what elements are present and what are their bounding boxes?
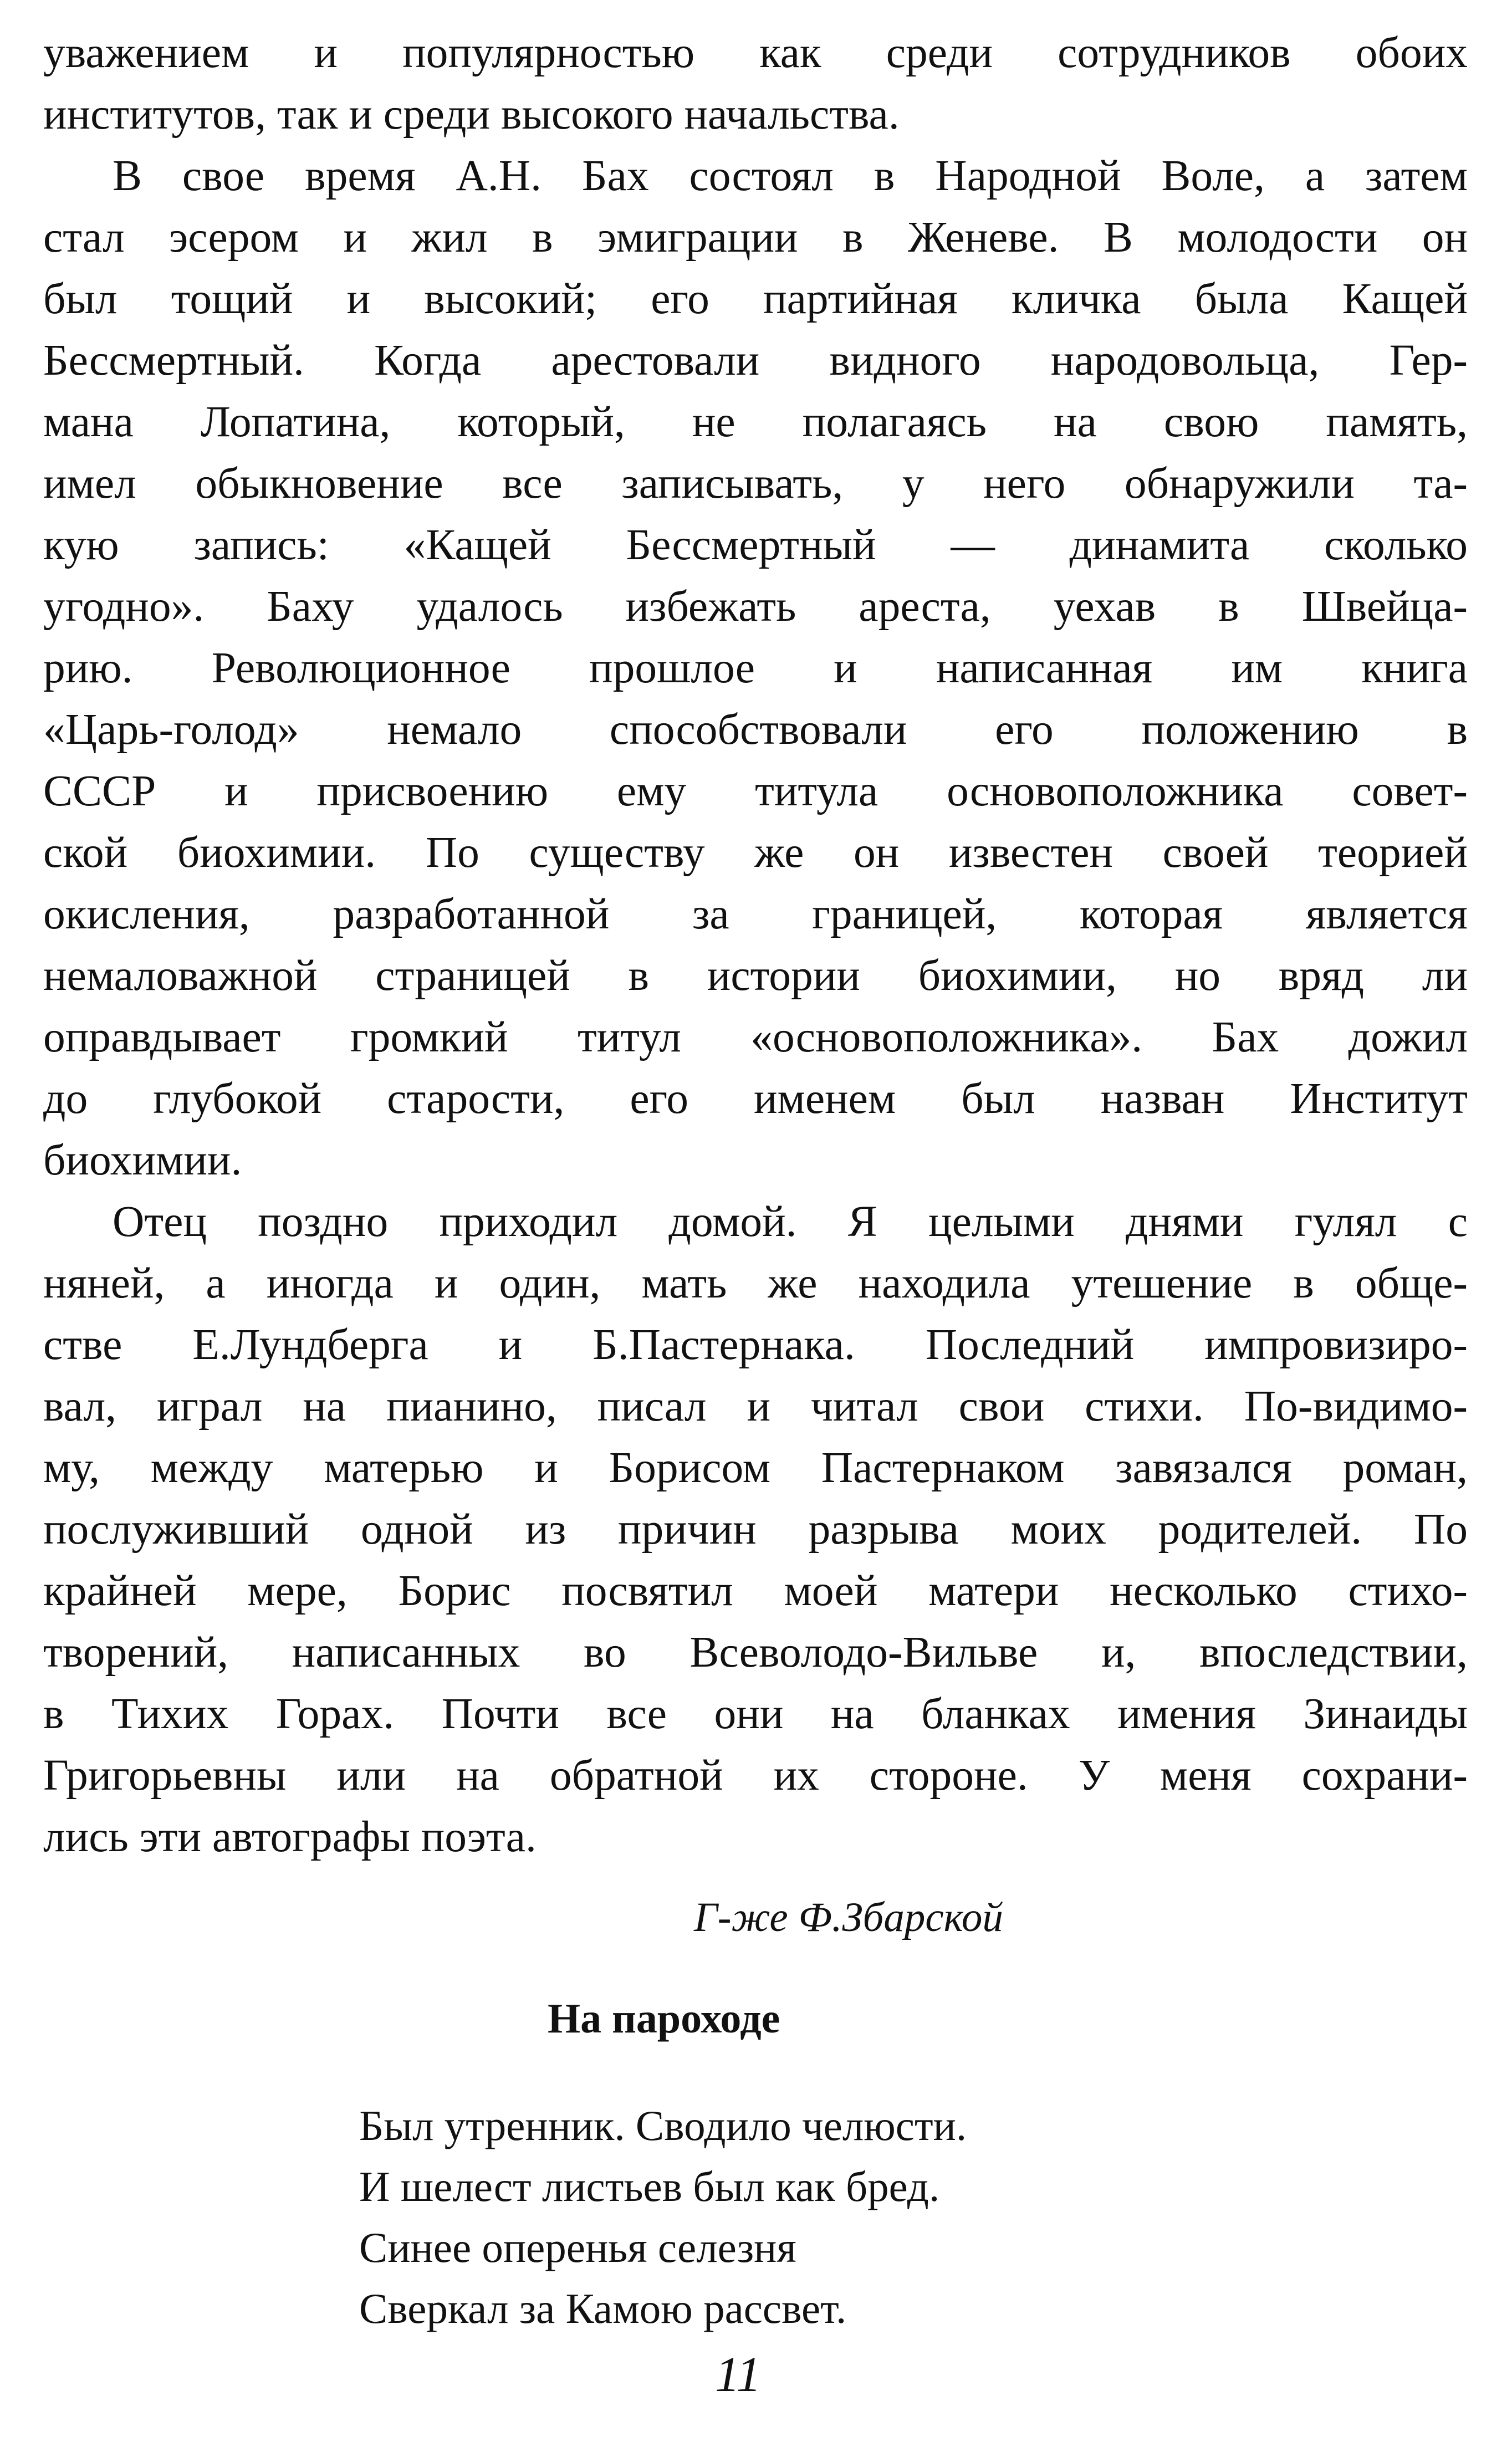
text-line: ской биохимии. По существу же он известен своей теорией xyxy=(43,828,1468,877)
text-line: биохимии. xyxy=(43,1136,242,1184)
text-line: Григорьевны или на обратной их стороне. У меня сохрани- xyxy=(43,1751,1468,1800)
poem-verse: Сверкал за Камою рассвет. xyxy=(359,2285,847,2332)
poem-dedication: Г-же Ф.Збарской xyxy=(694,1894,1003,1940)
text-line: имел обыкновение все записывать, у него обнаружили та- xyxy=(43,459,1468,508)
text-line: вал, играл на пианино, писал и читал свои стихи. По-видимо- xyxy=(43,1382,1468,1431)
text-line: немаловажной страницей в истории биохимии, но вряд ли xyxy=(43,951,1468,1000)
text-line: няней, а иногда и один, мать же находила утешение в обще- xyxy=(43,1259,1468,1307)
page-number: 11 xyxy=(715,2347,762,2402)
poem-title: На пароходе xyxy=(548,1995,780,2042)
text-line: был тощий и высокий; его партийная кличка была Кащей xyxy=(43,274,1468,323)
paragraph-1 xyxy=(43,22,1468,145)
text-line: стве Е.Лундберга и Б.Пастернака. Последний импровизиро- xyxy=(43,1320,1468,1369)
poem-verse: И шелест листьев был как бред. xyxy=(359,2163,940,2210)
text-line: до глубокой старости, его именем был назван Институт xyxy=(43,1074,1468,1123)
text-line: стал эсером и жил в эмиграции в Женеве. В молодости он xyxy=(43,213,1468,262)
text-line: СССР и присвоению ему титула основоположника совет- xyxy=(43,767,1468,815)
text-line: Бессмертный. Когда арестовали видного народовольца, Гер- xyxy=(43,336,1468,385)
poem-verse: Синее оперенья селезня xyxy=(359,2224,796,2271)
text-line: Отец поздно приходил домой. Я целыми днями гулял с xyxy=(113,1197,1468,1246)
text-line: институтов, так и среди высокого начальства. xyxy=(43,90,900,139)
poem-body xyxy=(359,2095,967,2339)
text-line: рию. Революционное прошлое и написанная им книга xyxy=(43,643,1468,692)
text-line: угодно». Баху удалось избежать ареста, уехав в Швейца- xyxy=(43,582,1468,631)
text-line: творений, написанных во Всеволодо-Вильве и, впоследствии, xyxy=(43,1628,1468,1677)
text-line: В свое время А.Н. Бах состоял в Народной Воле, а затем xyxy=(113,151,1468,200)
paragraph-2 xyxy=(43,145,1468,1191)
text-line: в Тихих Горах. Почти все они на бланках имения Зинаиды xyxy=(43,1689,1468,1738)
text-line: «Царь-голод» немало способствовали его положению в xyxy=(43,705,1468,754)
text-line: лись эти автографы поэта. xyxy=(43,1812,537,1861)
text-line: послуживший одной из причин разрыва моих родителей. По xyxy=(43,1505,1468,1554)
poem-verse: Был утренник. Сводило челюсти. xyxy=(359,2102,967,2149)
text-line: оправдывает громкий титул «основоположника». Бах дожил xyxy=(43,1013,1468,1061)
text-line: мана Лопатина, который, не полагаясь на свою память, xyxy=(43,397,1468,446)
text-line: окисления, разработанной за границей, которая является xyxy=(43,890,1468,938)
paragraph-3 xyxy=(43,1191,1468,1868)
text-line: уважением и популярностью как среди сотрудников обоих xyxy=(43,28,1468,77)
text-line: му, между матерью и Борисом Пастернаком завязался роман, xyxy=(43,1443,1468,1492)
text-line: крайней мере, Борис посвятил моей матери несколько стихо- xyxy=(43,1566,1468,1615)
document-page xyxy=(43,22,1468,1868)
text-line: кую запись: «Кащей Бессмертный — динамита сколько xyxy=(43,520,1468,569)
